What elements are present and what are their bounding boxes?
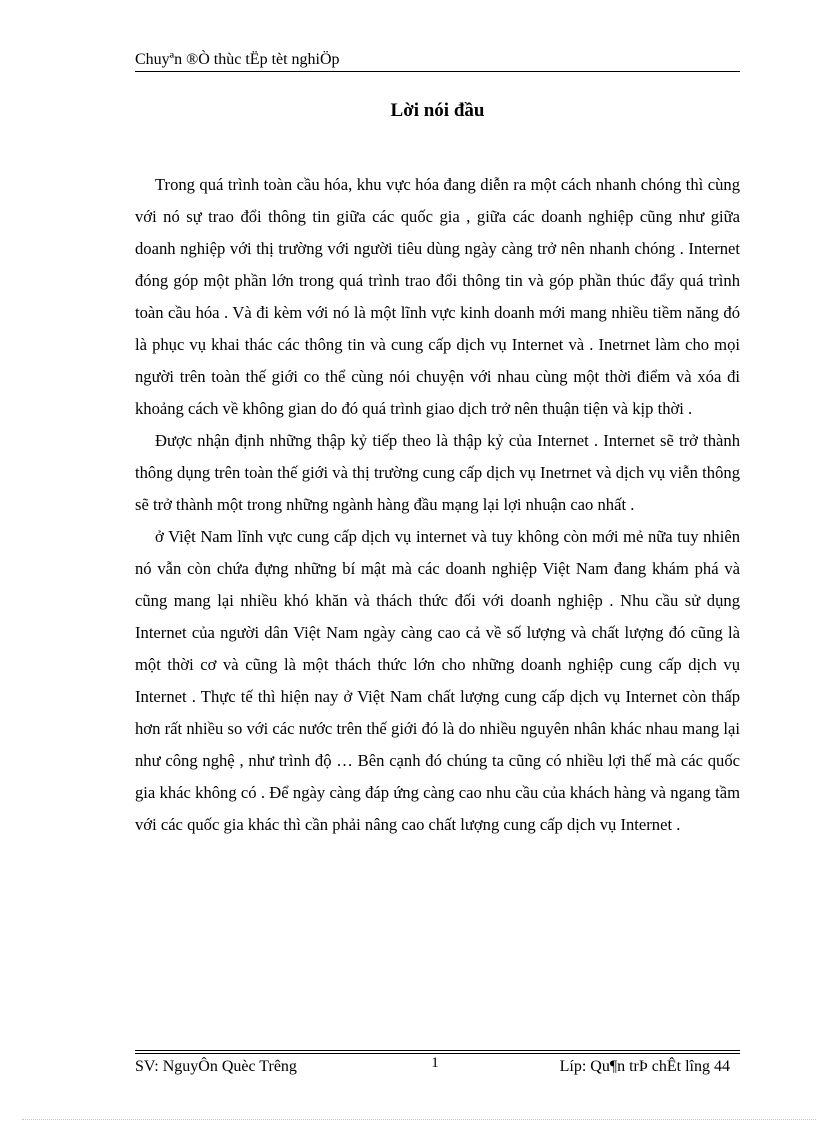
running-header: Chuyªn ®Ò thùc tËp tèt nghiÖp [135, 51, 340, 68]
page-edge-divider [22, 1119, 816, 1120]
paragraph-2: Được nhận định những thập kỷ tiếp theo là thập kỷ của Internet . Internet sẽ trở thành thông dụng trên toàn thế giới và thị trường cung cấp dịch vụ Inetrnet và dịch vụ viễn thông sẽ trở thành một trong những ngành hàng đầu mạng lại lợi nhuận cao nhất . [135, 431, 740, 514]
footer-student-name: SV: NguyÔn Quèc Trêng [135, 1058, 297, 1075]
footer-page-number: 1 [431, 1055, 439, 1071]
paragraph-1: Trong quá trình toàn cầu hóa, khu vực hóa đang diễn ra một cách nhanh chóng thì cùng với nó sự trao đổi thông tin giữa các quốc gia , giữa các doanh nghiệp cũng như giữa doanh nghiệp với thị trường với người tiêu dùng ngày càng trở nên nhanh chóng . Internet đóng góp một phần lớn trong quá trình trao đổi thông tin và góp phần thúc đẩy quá trình toàn cầu hóa . Và đi kèm với nó là một lĩnh vực kinh doanh mới mang nhiều tiềm năng đó là phục vụ khai thác các thông tin và cung cấp dịch vụ Internet và . Inetrnet làm cho mọi người trên toàn thế giới co thể cùng nói chuyện với nhau cùng một thời điểm và xóa đi khoảng cách về không gian do đó quá trình giao dịch trở nên thuận tiện và kịp thời . [135, 175, 740, 418]
document-body [135, 169, 740, 841]
footer-rule-top [135, 1050, 740, 1051]
page-title: Lời nói đầu [390, 100, 485, 121]
footer-class-name: Líp: Qu¶n trÞ chÊt lîng 44 [559, 1058, 730, 1075]
header-rule [135, 71, 740, 72]
paragraph-3: ở Việt Nam lĩnh vực cung cấp dịch vụ internet và tuy không còn mới mẻ nữa tuy nhiên nó vẫn còn chứa đựng những bí mật mà các doanh nghiệp Việt Nam đang khám phá và cũng mang lại nhiều khó khăn và thách thức đối với doanh nghiệp . Nhu cầu sử dụng Internet của người dân Việt Nam ngày càng cao cả về số lượng và chất lượng đó cũng là một thời cơ và cũng là một thách thức lớn cho những doanh nghiệp cung cấp dịch vụ Internet . Thực tế thì hiện nay ở Việt Nam chất lượng cung cấp dịch vụ Internet còn thấp hơn rất nhiều so với các nước trên thế giới đó là do nhiều nguyên nhân khác nhau mang lại như công nghệ , như trình độ … Bên cạnh đó chúng ta cũng có nhiều lợi thế mà các quốc gia khác không có . Để ngày càng đáp ứng càng cao nhu cầu của khách hàng và ngang tầm với các quốc gia khác thì cần phải nâng cao chất lượng cung cấp dịch vụ Internet . [135, 527, 740, 834]
